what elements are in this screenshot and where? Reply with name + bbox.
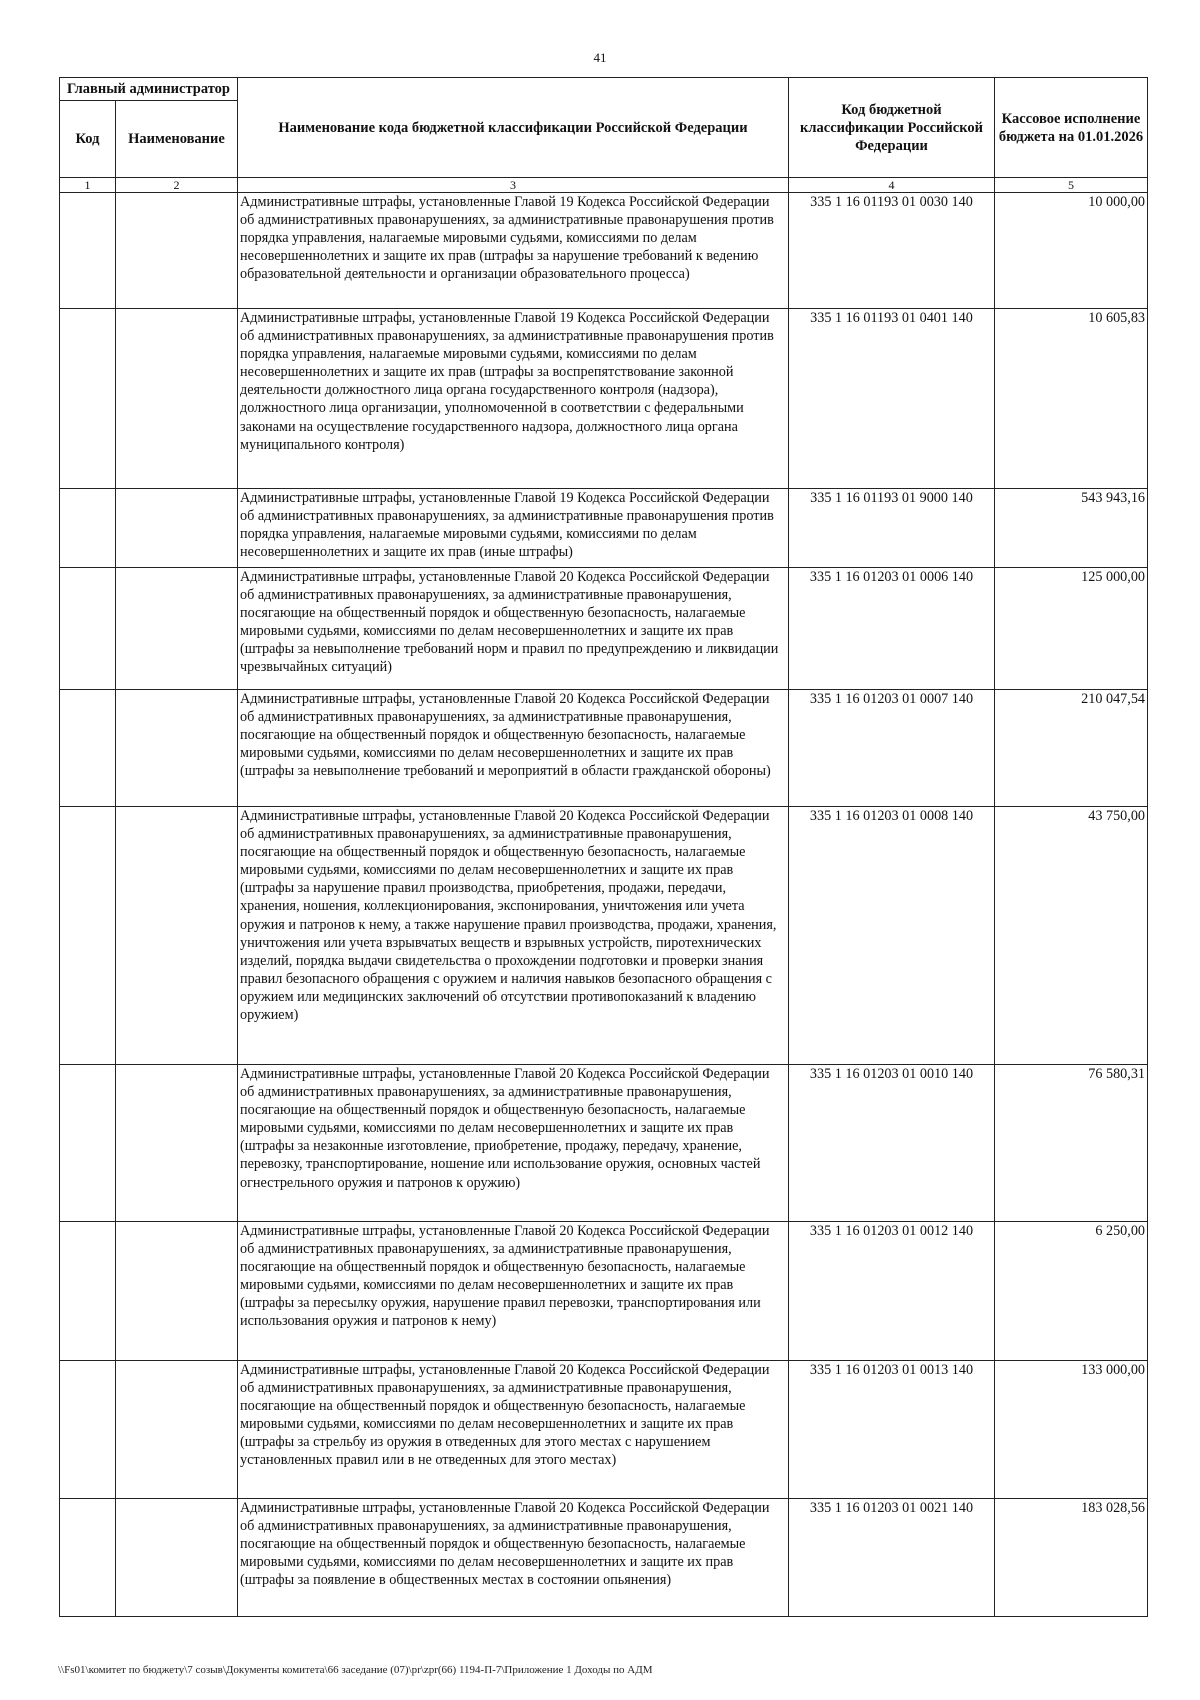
admin-code-header: Код	[60, 101, 116, 178]
bcc-code-cell: 335 1 16 01203 01 0007 140	[789, 690, 995, 807]
bcc-description-cell: Административные штрафы, установленные Главой 20 Кодекса Российской Федерации об административных правонарушениях, за административные правонарушения, посягающие на общественный порядок и общественную безопасность, налагаемые мировыми судьями, комиссиями по делам несовершеннолетних и защите их прав (штрафы за невыполнение требований и мероприятий в области гражданской обороны)	[238, 690, 789, 807]
admin-code-cell	[60, 1222, 116, 1361]
admin-code-cell	[60, 309, 116, 489]
admin-code-cell	[60, 807, 116, 1065]
admin-name-cell	[116, 309, 238, 489]
bcc-description-cell: Административные штрафы, установленные Главой 20 Кодекса Российской Федерации об административных правонарушениях, за административные правонарушения, посягающие на общественный порядок и общественную безопасность, налагаемые мировыми судьями, комиссиями по делам несовершеннолетних и защите их прав (штрафы за незаконные изготовление, приобретение, продажу, передачу, хранение, перевозку, транспортирование, ношение или использование оружия, основных частей огнестрельного оружия и патронов к оружию)	[238, 1065, 789, 1222]
table-row	[60, 807, 1148, 1065]
amount-cell: 210 047,54	[995, 690, 1148, 807]
bcc-description-cell: Административные штрафы, установленные Главой 20 Кодекса Российской Федерации об административных правонарушениях, за административные правонарушения, посягающие на общественный порядок и общественную безопасность, налагаемые мировыми судьями, комиссиями по делам несовершеннолетних и защите их прав (штрафы за появление в общественных местах в состоянии опьянения)	[238, 1499, 789, 1617]
amount-cell: 10 605,83	[995, 309, 1148, 489]
amount-cell: 133 000,00	[995, 1361, 1148, 1499]
bcc-code-header: Код бюджетной классификации Российской Федерации	[789, 78, 995, 178]
page-number: 41	[593, 50, 607, 65]
admin-name-header: Наименование	[116, 101, 238, 178]
amount-cell: 125 000,00	[995, 568, 1148, 690]
bcc-description-cell: Административные штрафы, установленные Главой 20 Кодекса Российской Федерации об административных правонарушениях, за административные правонарушения, посягающие на общественный порядок и общественную безопасность, налагаемые мировыми судьями, комиссиями по делам несовершеннолетних и защите их прав (штрафы за стрельбу из оружия в отведенных для этого местах с нарушением установленных правил или в не отведенных для этого местах)	[238, 1361, 789, 1499]
admin-code-cell	[60, 1361, 116, 1499]
table-row	[60, 489, 1148, 568]
execution-header: Кассовое исполнение бюджета на 01.01.2026	[995, 78, 1148, 178]
admin-name-cell	[116, 1361, 238, 1499]
main-admin-header: Главный администратор	[60, 78, 238, 101]
bcc-code-cell: 335 1 16 01203 01 0012 140	[789, 1222, 995, 1361]
admin-name-cell	[116, 489, 238, 568]
bcc-description-cell: Административные штрафы, установленные Главой 19 Кодекса Российской Федерации об административных правонарушениях, за административные правонарушения против порядка управления, налагаемые мировыми судьями, комиссиями по делам несовершеннолетних и защите их прав (штрафы за воспрепятствование законной деятельности должностного лица органа государственного контроля (надзора), должностного лица организации, уполномоченной в соответствии с федеральными законами на осуществление государственного надзора, должностного лица органа муниципального контроля)	[238, 309, 789, 489]
column-number: 4	[789, 178, 995, 193]
admin-code-cell	[60, 193, 116, 309]
bcc-code-cell: 335 1 16 01193 01 9000 140	[789, 489, 995, 568]
table-row	[60, 309, 1148, 489]
budget-revenue-table	[59, 77, 1148, 1617]
amount-cell: 43 750,00	[995, 807, 1148, 1065]
column-number: 1	[60, 178, 116, 193]
table-row	[60, 1361, 1148, 1499]
bcc-code-cell: 335 1 16 01193 01 0030 140	[789, 193, 995, 309]
column-number: 3	[238, 178, 789, 193]
amount-cell: 183 028,56	[995, 1499, 1148, 1617]
table-row	[60, 1222, 1148, 1361]
bcc-code-cell: 335 1 16 01203 01 0008 140	[789, 807, 995, 1065]
column-number: 2	[116, 178, 238, 193]
column-number: 5	[995, 178, 1148, 193]
admin-code-cell	[60, 489, 116, 568]
admin-name-cell	[116, 1065, 238, 1222]
admin-name-cell	[116, 807, 238, 1065]
bcc-code-cell: 335 1 16 01203 01 0006 140	[789, 568, 995, 690]
bcc-code-cell: 335 1 16 01203 01 0013 140	[789, 1361, 995, 1499]
amount-cell: 6 250,00	[995, 1222, 1148, 1361]
bcc-description-cell: Административные штрафы, установленные Главой 19 Кодекса Российской Федерации об административных правонарушениях, за административные правонарушения против порядка управления, налагаемые мировыми судьями, комиссиями по делам несовершеннолетних и защите их прав (штрафы за нарушение требований к ведению образовательной деятельности и организации образовательного процесса)	[238, 193, 789, 309]
bcc-description-cell: Административные штрафы, установленные Главой 20 Кодекса Российской Федерации об административных правонарушениях, за административные правонарушения, посягающие на общественный порядок и общественную безопасность, налагаемые мировыми судьями, комиссиями по делам несовершеннолетних и защите их прав (штрафы за пересылку оружия, нарушение правил перевозки, транспортирования или использования оружия и патронов к нему)	[238, 1222, 789, 1361]
admin-name-cell	[116, 1499, 238, 1617]
bcc-code-cell: 335 1 16 01193 01 0401 140	[789, 309, 995, 489]
admin-name-cell	[116, 193, 238, 309]
admin-code-cell	[60, 1065, 116, 1222]
admin-name-cell	[116, 690, 238, 807]
admin-name-cell	[116, 1222, 238, 1361]
amount-cell: 10 000,00	[995, 193, 1148, 309]
column-number-row	[60, 178, 1148, 193]
bcc-description-cell: Административные штрафы, установленные Главой 19 Кодекса Российской Федерации об административных правонарушениях, за административные правонарушения против порядка управления, налагаемые мировыми судьями, комиссиями по делам несовершеннолетних и защите их прав (иные штрафы)	[238, 489, 789, 568]
bcc-code-cell: 335 1 16 01203 01 0021 140	[789, 1499, 995, 1617]
table-row	[60, 1065, 1148, 1222]
table-row	[60, 568, 1148, 690]
bcc-name-header: Наименование кода бюджетной классификации Российской Федерации	[238, 78, 789, 178]
bcc-description-cell: Административные штрафы, установленные Главой 20 Кодекса Российской Федерации об административных правонарушениях, за административные правонарушения, посягающие на общественный порядок и общественную безопасность, налагаемые мировыми судьями, комиссиями по делам несовершеннолетних и защите их прав (штрафы за невыполнение требований норм и правил по предупреждению и ликвидации чрезвычайных ситуаций)	[238, 568, 789, 690]
admin-name-cell	[116, 568, 238, 690]
amount-cell: 76 580,31	[995, 1065, 1148, 1222]
bcc-code-cell: 335 1 16 01203 01 0010 140	[789, 1065, 995, 1222]
bcc-description-cell: Административные штрафы, установленные Главой 20 Кодекса Российской Федерации об административных правонарушениях, за административные правонарушения, посягающие на общественный порядок и общественную безопасность, налагаемые мировыми судьями, комиссиями по делам несовершеннолетних и защите их прав (штрафы за нарушение правил производства, приобретения, продажи, передачи, хранения, ношения, коллекционирования, экспонирования, уничтожения или учета оружия и патронов к нему, а также нарушение правил производства, продажи, хранения, уничтожения или учета взрывчатых веществ и взрывных устройств, пиротехнических изделий, порядка выдачи свидетельства о прохождении подготовки и проверки знания правил безопасного обращения с оружием и наличия навыков безопасного обращения с оружием или медицинских заключений об отсутствии противопоказаний к владению оружием)	[238, 807, 789, 1065]
table-row	[60, 1499, 1148, 1617]
admin-code-cell	[60, 568, 116, 690]
amount-cell: 543 943,16	[995, 489, 1148, 568]
admin-code-cell	[60, 1499, 116, 1617]
table-row	[60, 690, 1148, 807]
footer-file-path: \\Fs01\комитет по бюджету\7 созыв\Документы комитета\66 заседание (07)\pr\zpr(66) 1194-П-7\Приложение 1 Доходы по АДМ	[58, 1664, 653, 1676]
admin-code-cell	[60, 690, 116, 807]
table-row	[60, 193, 1148, 309]
